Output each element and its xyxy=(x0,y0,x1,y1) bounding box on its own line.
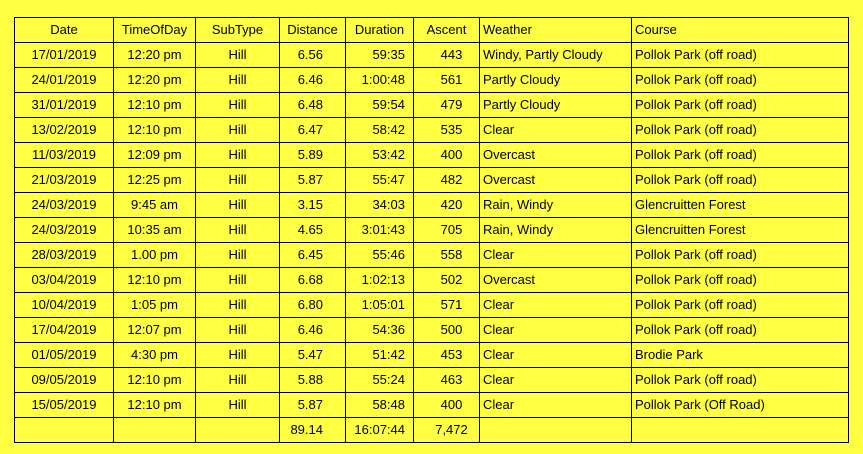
cell-date[interactable]: 31/01/2019 xyxy=(15,93,114,118)
cell-duration[interactable]: 59:54 xyxy=(346,93,414,118)
table-row xyxy=(15,193,849,218)
cell-duration[interactable]: 55:46 xyxy=(346,243,414,268)
table-row xyxy=(15,218,849,243)
table-row xyxy=(15,293,849,318)
cell-distance[interactable]: 6.68 xyxy=(280,268,346,293)
cell-timeofday[interactable]: 12:10 pm xyxy=(114,118,196,143)
table-row xyxy=(15,243,849,268)
totals-cell-subtype[interactable] xyxy=(196,418,280,443)
table-row xyxy=(15,343,849,368)
cell-ascent[interactable]: 420 xyxy=(414,193,480,218)
header-date[interactable]: Date xyxy=(15,18,114,43)
cell-duration[interactable]: 55:47 xyxy=(346,168,414,193)
cell-ascent[interactable]: 453 xyxy=(414,343,480,368)
cell-ascent[interactable]: 558 xyxy=(414,243,480,268)
table-row xyxy=(15,368,849,393)
cell-weather[interactable]: Rain, Windy xyxy=(480,193,632,218)
cell-subtype[interactable]: Hill xyxy=(196,168,280,193)
cell-distance[interactable]: 5.88 xyxy=(280,368,346,393)
cell-subtype[interactable]: Hill xyxy=(196,193,280,218)
cell-distance[interactable]: 6.46 xyxy=(280,318,346,343)
cell-timeofday[interactable]: 12:10 pm xyxy=(114,268,196,293)
cell-date[interactable]: 17/01/2019 xyxy=(15,43,114,68)
cell-course[interactable]: Pollok Park (off road) xyxy=(632,93,849,118)
cell-date[interactable]: 10/04/2019 xyxy=(15,293,114,318)
cell-duration[interactable]: 3:01:43 xyxy=(346,218,414,243)
cell-ascent[interactable]: 571 xyxy=(414,293,480,318)
cell-subtype[interactable]: Hill xyxy=(196,318,280,343)
table-row xyxy=(15,93,849,118)
cell-subtype[interactable]: Hill xyxy=(196,218,280,243)
cell-weather[interactable]: Clear xyxy=(480,343,632,368)
cell-date[interactable]: 24/01/2019 xyxy=(15,68,114,93)
cell-course[interactable]: Pollok Park (off road) xyxy=(632,168,849,193)
cell-course[interactable]: Pollok Park (Off Road) xyxy=(632,393,849,418)
cell-ascent[interactable]: 443 xyxy=(414,43,480,68)
cell-duration[interactable]: 1:00:48 xyxy=(346,68,414,93)
cell-distance[interactable]: 6.45 xyxy=(280,243,346,268)
cell-distance[interactable]: 5.47 xyxy=(280,343,346,368)
cell-timeofday[interactable]: 12:20 pm xyxy=(114,68,196,93)
table-row xyxy=(15,168,849,193)
cell-subtype[interactable]: Hill xyxy=(196,343,280,368)
cell-subtype[interactable]: Hill xyxy=(196,393,280,418)
total-ascent[interactable]: 7,472 xyxy=(414,418,480,443)
totals-cell-course[interactable] xyxy=(632,418,849,443)
cell-weather[interactable]: Clear xyxy=(480,243,632,268)
cell-weather[interactable]: Overcast xyxy=(480,168,632,193)
cell-date[interactable]: 03/04/2019 xyxy=(15,268,114,293)
header-row xyxy=(15,18,849,43)
cell-ascent[interactable]: 400 xyxy=(414,393,480,418)
cell-duration[interactable]: 58:42 xyxy=(346,118,414,143)
cell-ascent[interactable]: 535 xyxy=(414,118,480,143)
cell-weather[interactable]: Clear xyxy=(480,293,632,318)
cell-timeofday[interactable]: 12:09 pm xyxy=(114,143,196,168)
header-course[interactable]: Course xyxy=(632,18,849,43)
cell-duration[interactable]: 1:05:01 xyxy=(346,293,414,318)
totals-cell-weather[interactable] xyxy=(480,418,632,443)
cell-weather[interactable]: Overcast xyxy=(480,268,632,293)
cell-timeofday[interactable]: 12:10 pm xyxy=(114,368,196,393)
table-row xyxy=(15,393,849,418)
cell-distance[interactable]: 5.87 xyxy=(280,168,346,193)
cell-distance[interactable]: 6.48 xyxy=(280,93,346,118)
table-row xyxy=(15,318,849,343)
cell-date[interactable]: 21/03/2019 xyxy=(15,168,114,193)
cell-weather[interactable]: Windy, Partly Cloudy xyxy=(480,43,632,68)
cell-subtype[interactable]: Hill xyxy=(196,293,280,318)
cell-duration[interactable]: 51:42 xyxy=(346,343,414,368)
cell-timeofday[interactable]: 12:07 pm xyxy=(114,318,196,343)
totals-cell-date[interactable] xyxy=(15,418,114,443)
cell-subtype[interactable]: Hill xyxy=(196,243,280,268)
cell-course[interactable]: Pollok Park (off road) xyxy=(632,118,849,143)
cell-date[interactable]: 24/03/2019 xyxy=(15,218,114,243)
cell-course[interactable]: Pollok Park (off road) xyxy=(632,368,849,393)
cell-subtype[interactable]: Hill xyxy=(196,43,280,68)
cell-date[interactable]: 01/05/2019 xyxy=(15,343,114,368)
cell-weather[interactable]: Rain, Windy xyxy=(480,218,632,243)
cell-course[interactable]: Pollok Park (off road) xyxy=(632,68,849,93)
cell-date[interactable]: 09/05/2019 xyxy=(15,368,114,393)
cell-course[interactable]: Pollok Park (off road) xyxy=(632,243,849,268)
cell-course[interactable]: Pollok Park (off road) xyxy=(632,318,849,343)
cell-date[interactable]: 24/03/2019 xyxy=(15,193,114,218)
cell-course[interactable]: Glencruitten Forest xyxy=(632,193,849,218)
total-duration[interactable]: 16:07:44 xyxy=(346,418,414,443)
cell-course[interactable]: Pollok Park (off road) xyxy=(632,43,849,68)
header-subtype[interactable]: SubType xyxy=(196,18,280,43)
cell-distance[interactable]: 4.65 xyxy=(280,218,346,243)
table-row xyxy=(15,118,849,143)
cell-weather[interactable]: Partly Cloudy xyxy=(480,68,632,93)
cell-course[interactable]: Pollok Park (off road) xyxy=(632,143,849,168)
cell-distance[interactable]: 5.87 xyxy=(280,393,346,418)
cell-subtype[interactable]: Hill xyxy=(196,143,280,168)
cell-course[interactable]: Brodie Park xyxy=(632,343,849,368)
cell-subtype[interactable]: Hill xyxy=(196,93,280,118)
cell-distance[interactable]: 6.46 xyxy=(280,68,346,93)
table-body xyxy=(15,43,849,418)
cell-date[interactable]: 11/03/2019 xyxy=(15,143,114,168)
cell-date[interactable]: 15/05/2019 xyxy=(15,393,114,418)
table-row xyxy=(15,143,849,168)
cell-duration[interactable]: 59:35 xyxy=(346,43,414,68)
cell-distance[interactable]: 3.15 xyxy=(280,193,346,218)
cell-ascent[interactable]: 502 xyxy=(414,268,480,293)
cell-ascent[interactable]: 479 xyxy=(414,93,480,118)
cell-subtype[interactable]: Hill xyxy=(196,68,280,93)
cell-weather[interactable]: Clear xyxy=(480,118,632,143)
cell-timeofday[interactable]: 10:35 am xyxy=(114,218,196,243)
header-ascent[interactable]: Ascent xyxy=(414,18,480,43)
cell-distance[interactable]: 5.89 xyxy=(280,143,346,168)
header-distance[interactable]: Distance xyxy=(280,18,346,43)
cell-timeofday[interactable]: 12:20 pm xyxy=(114,43,196,68)
cell-duration[interactable]: 54:36 xyxy=(346,318,414,343)
totals-row xyxy=(15,418,849,443)
cell-date[interactable]: 17/04/2019 xyxy=(15,318,114,343)
cell-subtype[interactable]: Hill xyxy=(196,368,280,393)
cell-timeofday[interactable]: 1:05 pm xyxy=(114,293,196,318)
header-weather[interactable]: Weather xyxy=(480,18,632,43)
cell-timeofday[interactable]: 9:45 am xyxy=(114,193,196,218)
cell-timeofday[interactable]: 12:10 pm xyxy=(114,393,196,418)
cell-ascent[interactable]: 482 xyxy=(414,168,480,193)
cell-course[interactable]: Glencruitten Forest xyxy=(632,218,849,243)
cell-subtype[interactable]: Hill xyxy=(196,268,280,293)
header-timeofday[interactable]: TimeOfDay xyxy=(114,18,196,43)
cell-duration[interactable]: 53:42 xyxy=(346,143,414,168)
cell-timeofday[interactable]: 12:10 pm xyxy=(114,93,196,118)
cell-weather[interactable]: Partly Cloudy xyxy=(480,93,632,118)
cell-ascent[interactable]: 705 xyxy=(414,218,480,243)
cell-timeofday[interactable]: 4:30 pm xyxy=(114,343,196,368)
cell-ascent[interactable]: 400 xyxy=(414,143,480,168)
header-duration[interactable]: Duration xyxy=(346,18,414,43)
cell-duration[interactable]: 55:24 xyxy=(346,368,414,393)
cell-course[interactable]: Pollok Park (off road) xyxy=(632,268,849,293)
cell-date[interactable]: 13/02/2019 xyxy=(15,118,114,143)
cell-duration[interactable]: 34:03 xyxy=(346,193,414,218)
cell-weather[interactable]: Clear xyxy=(480,393,632,418)
table-row xyxy=(15,43,849,68)
cell-ascent[interactable]: 500 xyxy=(414,318,480,343)
cell-duration[interactable]: 1:02:13 xyxy=(346,268,414,293)
cell-course[interactable]: Pollok Park (off road) xyxy=(632,293,849,318)
cell-timeofday[interactable]: 1.00 pm xyxy=(114,243,196,268)
cell-ascent[interactable]: 561 xyxy=(414,68,480,93)
cell-subtype[interactable]: Hill xyxy=(196,118,280,143)
runs-table xyxy=(14,17,849,443)
totals-cell-timeofday[interactable] xyxy=(114,418,196,443)
cell-weather[interactable]: Overcast xyxy=(480,143,632,168)
table-row xyxy=(15,268,849,293)
cell-ascent[interactable]: 463 xyxy=(414,368,480,393)
spreadsheet xyxy=(14,17,849,443)
cell-distance[interactable]: 6.80 xyxy=(280,293,346,318)
cell-timeofday[interactable]: 12:25 pm xyxy=(114,168,196,193)
cell-distance[interactable]: 6.47 xyxy=(280,118,346,143)
table-row xyxy=(15,68,849,93)
cell-duration[interactable]: 58:48 xyxy=(346,393,414,418)
cell-weather[interactable]: Clear xyxy=(480,318,632,343)
cell-weather[interactable]: Clear xyxy=(480,368,632,393)
total-distance[interactable]: 89.14 xyxy=(280,418,346,443)
cell-date[interactable]: 28/03/2019 xyxy=(15,243,114,268)
cell-distance[interactable]: 6.56 xyxy=(280,43,346,68)
